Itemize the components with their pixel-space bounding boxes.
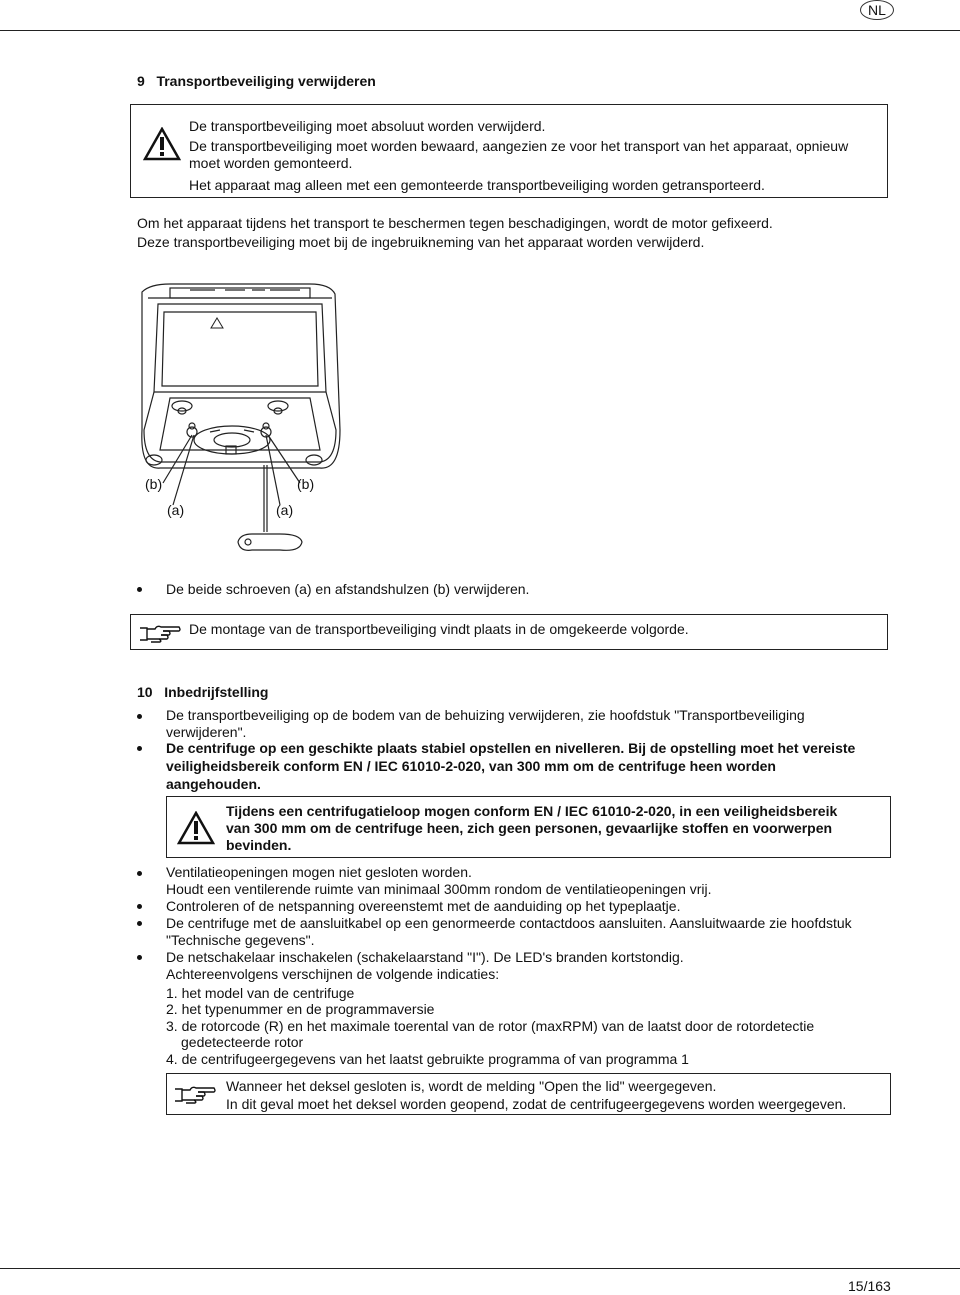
language-badge: NL (860, 0, 894, 20)
figure-label-b-right: (b) (297, 476, 315, 492)
bullet-text: De centrifuge met de aansluitkabel op een genormeerde contactdoos aansluiten. Aansluitwaarde zie hoofdstuk (166, 915, 852, 931)
pointing-hand-icon (174, 1084, 216, 1104)
pointing-hand-icon (139, 623, 181, 643)
bullet-dot (137, 921, 142, 926)
warning-line: Het apparaat mag alleen met een gemonteerde transportbeveiliging worden getransporteerd. (189, 177, 765, 193)
figure-label-a-right: (a) (276, 502, 294, 518)
warning-triangle-icon (143, 127, 181, 161)
intro-line: Om het apparaat tijdens het transport te beschermen tegen beschadigingen, wordt de motor gefixeerd. (137, 215, 773, 231)
header-rule (0, 30, 960, 31)
bullet-text: Houdt een ventilerende ruimte van minimaal 300mm rondom de ventilatieopeningen vrij. (166, 881, 712, 897)
indication-item: 4. de centrifugeergegevens van het laatst gebruikte programma of van programma 1 (166, 1051, 689, 1067)
bullet-dot (137, 587, 142, 592)
bullet-dot (137, 904, 142, 909)
bullet-text: "Technische gegevens". (166, 932, 315, 948)
section-10-title: 10 Inbedrijfstelling (137, 684, 269, 700)
bullet-text: De transportbeveiliging op de bodem van de behuizing verwijderen, zie hoofdstuk "Transportbeveiliging (166, 707, 805, 723)
figure-label-b-left: (b) (145, 476, 163, 492)
bullet-dot (137, 746, 142, 751)
bold-bullet-line: veiligheidsbereik conform EN / IEC 61010-2-020, van 300 mm om de centrifuge heen worden (166, 758, 776, 774)
note-line: Wanneer het deksel gesloten is, wordt de melding "Open the lid" weergegeven. (226, 1078, 717, 1094)
warning-triangle-icon (177, 811, 215, 845)
warning-line: De transportbeveiliging moet worden bewaard, aangezien ze voor het transport van het apparaat, opnieuw (189, 138, 849, 154)
bullet-text: Achtereenvolgens verschijnen de volgende indicaties: (166, 966, 500, 982)
page-number: 15/163 (848, 1278, 891, 1294)
bullet-text: Ventilatieopeningen mogen niet gesloten worden. (166, 864, 472, 880)
bold-bullet-line: De centrifuge op een geschikte plaats stabiel opstellen en nivelleren. Bij de opstelling moet het vereiste (166, 740, 856, 756)
warning-line: Tijdens een centrifugatieloop mogen conform EN / IEC 61010-2-020, in een veiligheidsbereik (226, 803, 838, 819)
bullet-text: verwijderen". (166, 724, 247, 740)
bullet-text: Controleren of de netspanning overeenstemt met de aanduiding op het typeplaatje. (166, 898, 681, 914)
bullet-text: De netschakelaar inschakelen (schakelaarstand "I"). De LED's branden kortstondig. (166, 949, 684, 965)
warning-line: van 300 mm om de centrifuge heen, zich geen personen, gevaarlijke stoffen en voorwerpen (226, 820, 833, 836)
bullet-dot (137, 714, 142, 719)
section-9-title: 9 Transportbeveiliging verwijderen (137, 73, 376, 89)
bullet-dot (137, 955, 142, 960)
bold-bullet-line: aangehouden. (166, 776, 261, 792)
indication-item: 1. het model van de centrifuge (166, 985, 355, 1001)
figure-label-a-left: (a) (167, 502, 185, 518)
indication-item: 3. de rotorcode (R) en het maximale toerental van de rotor (maxRPM) van de laatst door de rotordetectie (166, 1018, 815, 1034)
note-line: In dit geval moet het deksel worden geopend, zodat de centrifugeergegevens worden weergegeven. (226, 1096, 847, 1112)
warning-line: De transportbeveiliging moet absoluut worden verwijderd. (189, 118, 546, 134)
footer-rule (0, 1268, 960, 1269)
warning-line: bevinden. (226, 837, 292, 853)
warning-line: moet worden gemonteerd. (189, 155, 353, 171)
bullet-text: De beide schroeven (a) en afstandshulzen (b) verwijderen. (166, 581, 530, 597)
centrifuge-bottom-figure (130, 280, 350, 580)
bullet-dot (137, 871, 142, 876)
indication-item: 2. het typenummer en de programmaversie (166, 1001, 435, 1017)
note-text: De montage van de transportbeveiliging vindt plaats in de omgekeerde volgorde. (189, 621, 689, 637)
indication-item: gedetecteerde rotor (181, 1034, 304, 1050)
intro-line: Deze transportbeveiliging moet bij de ingebruikneming van het apparaat worden verwijderd. (137, 234, 705, 250)
